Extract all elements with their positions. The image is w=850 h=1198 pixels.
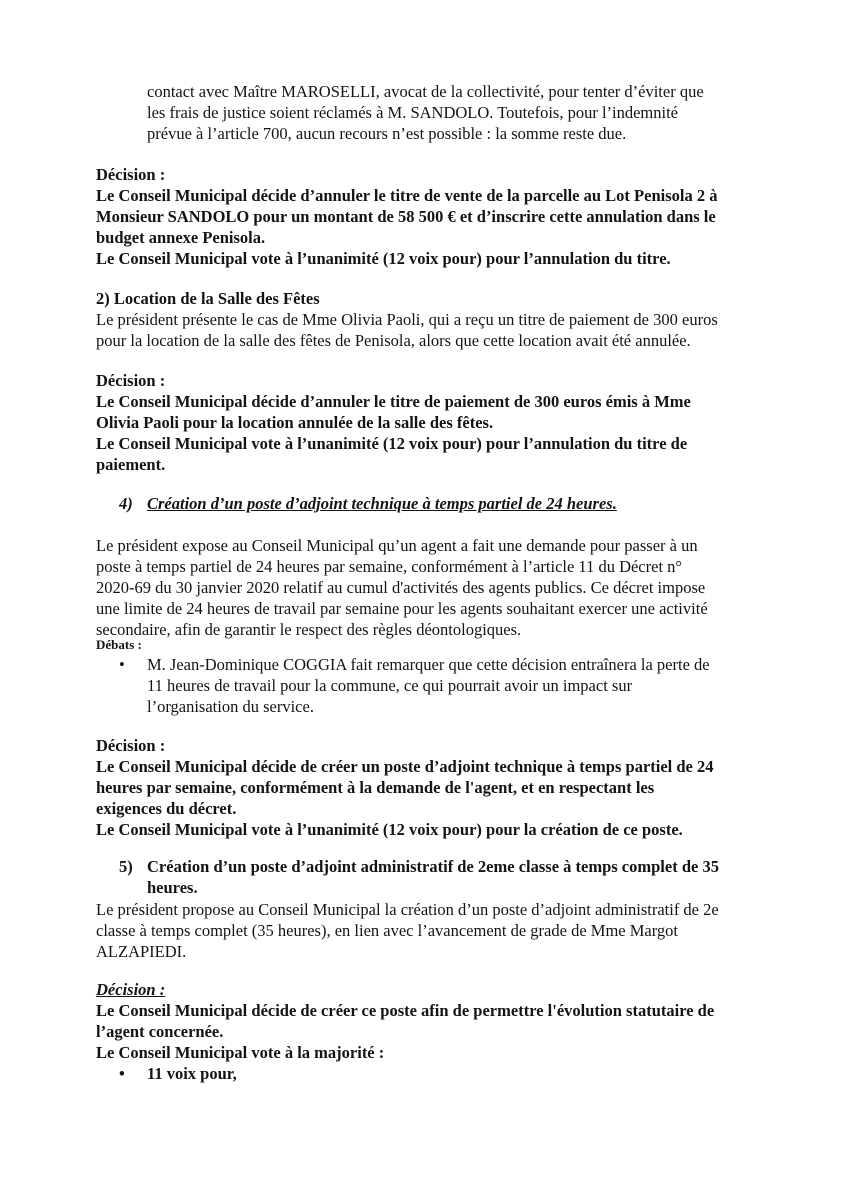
section-2: [96, 288, 764, 351]
section-line: 2020-69 du 30 janvier 2020 relatif au cumul d'activités des agents publics. Ce décret impose: [96, 578, 706, 597]
intro-line: prévue à l’article 700, aucun recours n’est possible : la somme reste due.: [147, 124, 627, 143]
section-title: Création d’un poste d’adjoint administratif de 2eme classe à temps complet de 35: [147, 857, 719, 876]
decision-line: Le Conseil Municipal décide de créer un poste d’adjoint technique à temps partiel de 24: [96, 757, 714, 776]
decision-4: [96, 735, 764, 840]
vote-line: Le Conseil Municipal vote à l’unanimité (12 voix pour) pour l’annulation du titre.: [96, 249, 671, 268]
intro-paragraph: [147, 81, 767, 144]
vote-bullet: [119, 1063, 769, 1084]
bullet-line: 11 voix pour,: [147, 1064, 237, 1083]
vote-line: paiement.: [96, 455, 166, 474]
section-4-body: [96, 535, 764, 640]
decision-label: Décision :: [96, 980, 166, 999]
decision-label: Décision :: [96, 736, 166, 755]
decision-line: Le Conseil Municipal décide de créer ce poste afin de permettre l'évolution statutaire de: [96, 1001, 715, 1020]
section-line: ALZAPIEDI.: [96, 942, 187, 961]
decision-line: Le Conseil Municipal décide d’annuler le titre de paiement de 300 euros émis à Mme: [96, 392, 691, 411]
vote-line: Le Conseil Municipal vote à l’unanimité (12 voix pour) pour la création de ce poste.: [96, 820, 683, 839]
debats-bullet: [119, 654, 769, 717]
section-title: Création d’un poste d’adjoint technique à temps partiel de 24 heures.: [147, 494, 617, 513]
section-number: 4): [119, 494, 133, 513]
decision-line: Monsieur SANDOLO pour un montant de 58 500 € et d’inscrire cette annulation dans le: [96, 207, 716, 226]
decision-line: Le Conseil Municipal décide d’annuler le titre de vente de la parcelle au Lot Penisola 2 à: [96, 186, 718, 205]
decision-line: Olivia Paoli pour la location annulée de la salle des fêtes.: [96, 413, 494, 432]
intro-line: contact avec Maître MAROSELLI, avocat de la collectivité, pour tenter d’éviter que: [147, 82, 704, 101]
section-line: pour la location de la salle des fêtes de Penisola, alors que cette location avait été annulée.: [96, 331, 691, 350]
section-5-heading: [119, 856, 769, 898]
section-number: 5): [119, 857, 133, 876]
section-5-body: [96, 899, 764, 962]
decision-5: [96, 979, 764, 1063]
debats-label: Débats :: [96, 637, 142, 652]
section-line: secondaire, afin de garantir le respect des règles déontologiques.: [96, 620, 522, 639]
decision-line: exigences du décret.: [96, 799, 237, 818]
section-title: 2) Location de la Salle des Fêtes: [96, 289, 320, 308]
bullet-line: l’organisation du service.: [147, 697, 314, 716]
decision-line: heures par semaine, conformément à la demande de l'agent, et en respectant les: [96, 778, 655, 797]
section-line: Le président expose au Conseil Municipal qu’un agent a fait une demande pour passer à un: [96, 536, 698, 555]
decision-line: l’agent concernée.: [96, 1022, 224, 1041]
decision-1: [96, 164, 764, 269]
decision-label: Décision :: [96, 165, 166, 184]
section-title-continued: heures.: [147, 878, 198, 897]
decision-line: budget annexe Penisola.: [96, 228, 266, 247]
vote-line: Le Conseil Municipal vote à l’unanimité (12 voix pour) pour l’annulation du titre de: [96, 434, 688, 453]
bullet-line: M. Jean-Dominique COGGIA fait remarquer que cette décision entraînera la perte de: [147, 655, 710, 674]
decision-2: [96, 370, 764, 475]
bullet-icon: •: [119, 1064, 125, 1083]
debats-label-row: [96, 634, 764, 655]
bullet-line: 11 heures de travail pour la commune, ce qui pourrait avoir un impact sur: [147, 676, 633, 695]
section-line: classe à temps complet (35 heures), en lien avec l’avancement de grade de Mme Margot: [96, 921, 679, 940]
bullet-icon: •: [119, 655, 125, 674]
decision-label: Décision :: [96, 371, 166, 390]
intro-line: les frais de justice soient réclamés à M. SANDOLO. Toutefois, pour l’indemnité: [147, 103, 679, 122]
section-line: Le président propose au Conseil Municipal la création d’un poste d’adjoint administratif de 2e: [96, 900, 719, 919]
section-4-heading: [119, 493, 759, 514]
section-line: une limite de 24 heures de travail par semaine pour les agents souhaitant exercer une activité: [96, 599, 708, 618]
vote-line: Le Conseil Municipal vote à la majorité :: [96, 1043, 385, 1062]
section-line: Le président présente le cas de Mme Olivia Paoli, qui a reçu un titre de paiement de 300 euros: [96, 310, 718, 329]
section-line: poste à temps partiel de 24 heures par semaine, conformément à l’article 11 du Décret n°: [96, 557, 683, 576]
